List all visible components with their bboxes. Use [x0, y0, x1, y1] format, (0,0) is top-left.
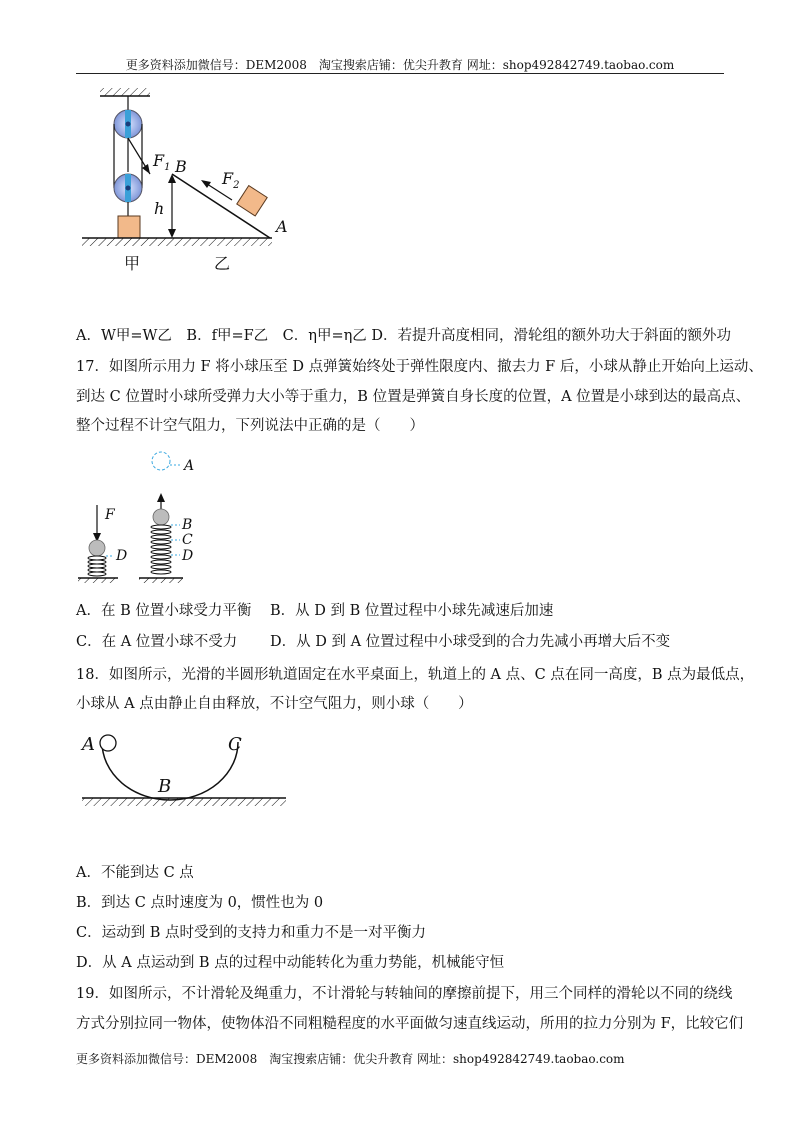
block-jia [118, 216, 140, 238]
movable-pulley [114, 174, 142, 202]
q19-line-1: 19．如图所示，不计滑轮及绳重力，不计滑轮与转轴间的摩擦前提下，用三个同样的滑轮以不同的绕线 [76, 986, 733, 1002]
label-h: h [154, 199, 165, 218]
caption-yi: 乙 [214, 254, 231, 273]
label-A: A [276, 217, 288, 236]
pulley-incline-figure [80, 86, 300, 276]
compressed-spring [88, 556, 106, 576]
ball-at-B [153, 509, 169, 525]
label-C-18: C [228, 734, 242, 755]
q17-option-c: C．在 A 位置小球不受力 [76, 634, 238, 650]
q17-line-2: 到达 C 位置时小球所受弹力大小等于重力，B 位置是弹簧自身长度的位置，A 位置是小球到达的最高点、 [76, 389, 751, 405]
ball-at-A-18 [100, 735, 116, 751]
q18-option-a: A．不能到达 C 点 [76, 865, 194, 881]
q17-option-d: D．从 D 到 A 位置过程中小球受到的合力先减小再增大后不变 [270, 634, 671, 650]
label-F2: $F_2$ [222, 169, 240, 191]
spring-ball-figure [76, 447, 236, 592]
fixed-pulley [114, 110, 142, 138]
label-D-left: D [116, 548, 128, 564]
label-B: B [175, 157, 187, 176]
semicircle-track-figure [78, 728, 293, 808]
q17-option-b: B．从 D 到 B 位置过程中小球先减速后加速 [270, 603, 554, 619]
page-header: 更多资料添加微信号：DEM2008 淘宝搜索店铺：优尖升教育 网址：shop492842749.taobao.com [125, 58, 675, 72]
label-A-17: A [184, 458, 195, 474]
q16-options: A．W甲=W乙 B．f甲=F乙 C．η甲=η乙 D．若提升高度相同，滑轮组的额外功大于斜面的额外功 [76, 328, 732, 344]
ball-at-A [152, 452, 170, 470]
header-rule [76, 73, 724, 74]
q17-line-3: 整个过程不计空气阻力，下列说法中正确的是（ ） [76, 418, 424, 434]
label-D-17: D [182, 548, 194, 564]
label-F-17: F [105, 507, 115, 523]
table-hatch [82, 798, 286, 806]
label-B-17: B [182, 517, 193, 533]
label-B-18: B [158, 776, 172, 797]
caption-jia: 甲 [124, 254, 141, 273]
q17-option-a: A．在 B 位置小球受力平衡 [76, 603, 252, 619]
label-A-18: A [82, 734, 95, 755]
q18-option-b: B．到达 C 点时速度为 0，惯性也为 0 [76, 895, 324, 911]
label-F1: $F_1$ [153, 151, 171, 173]
q19-line-2: 方式分别拉同一物体，使物体沿不同粗糙程度的水平面做匀速直线运动，所用的拉力分别为 F，比较它们 [76, 1016, 744, 1032]
q18-option-c: C．运动到 B 点时受到的支持力和重力不是一对平衡力 [76, 925, 426, 941]
ground-hatch [82, 238, 272, 246]
block-yi [237, 186, 267, 216]
page-footer: 更多资料添加微信号：DEM2008 淘宝搜索店铺：优尖升教育 网址：shop492842749.taobao.com [76, 1052, 625, 1066]
q18-option-d: D．从 A 点运动到 B 点的过程中动能转化为重力势能，机械能守恒 [76, 955, 505, 971]
label-C-17: C [182, 532, 193, 548]
ceiling-hatch [100, 88, 150, 96]
q17-line-1: 17．如图所示用力 F 将小球压至 D 点弹簧始终处于弹性限度内、撤去力 F 后，小球从静止开始向上运动、 [76, 359, 763, 375]
q18-line-1: 18．如图所示，光滑的半圆形轨道固定在水平桌面上，轨道上的 A 点、C 点在同一高度，B 点为最低点， [76, 667, 755, 683]
q18-line-2: 小球从 A 点由静止自由释放，不计空气阻力，则小球（ ） [76, 696, 473, 712]
extended-spring [151, 525, 171, 574]
ball-at-D [89, 540, 105, 556]
